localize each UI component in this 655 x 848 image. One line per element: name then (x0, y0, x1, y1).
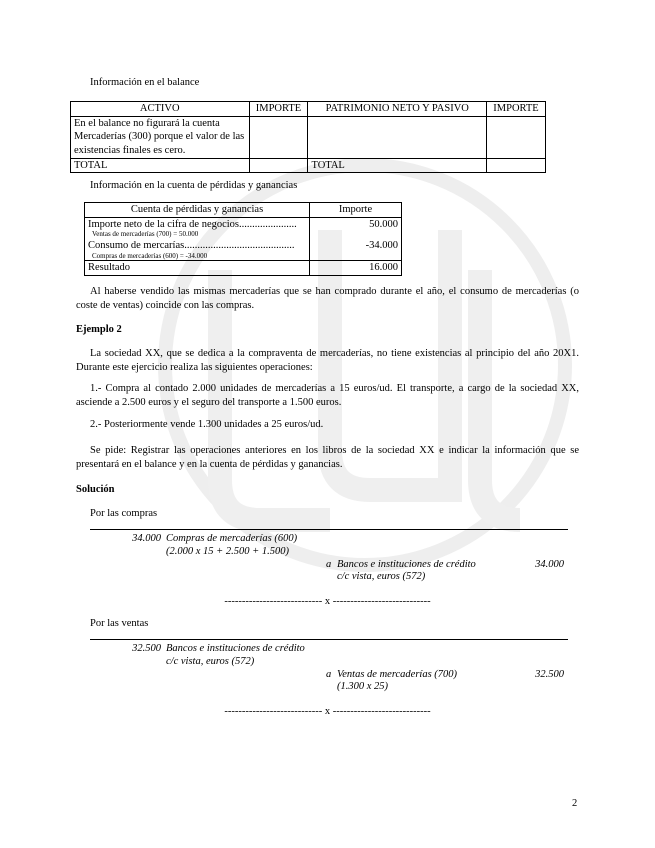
pyg-header-cuenta: Cuenta de pérdidas y ganancias (85, 203, 310, 218)
balance-cell-empty (249, 158, 308, 173)
balance-cell-empty (487, 158, 546, 173)
ventas-credit-prefix: a (326, 669, 332, 680)
compras-debit-detail: (2.000 x 15 + 2.500 + 1.500) (166, 546, 289, 557)
pyg-row-label (85, 217, 310, 239)
compras-credit-amount: 34.000 (535, 559, 564, 570)
ventas-debit-amount: 32.500 (132, 643, 161, 654)
balance-header-importe-2: IMPORTE (487, 102, 546, 117)
entry-separator: ---------------------------- x ---------------------------- (224, 706, 431, 717)
paragraph-consumo: Al haberse vendido las mismas mercaderías que se han comprado durante el año, el consumo de mercaderías (o coste de ventas) coincide con las compras. (76, 286, 579, 311)
example-title: Ejemplo 2 (76, 324, 122, 335)
entry-separator: ---------------------------- x ---------------------------- (224, 596, 431, 607)
paragraph-se-pide: Se pide: Registrar las operaciones anteriores en los libros de la sociedad XX e indicar la información que se presentará en el balance y en la cuenta de pérdidas y ganancias. (76, 445, 579, 470)
compras-credit-detail: c/c vista, euros (572) (337, 571, 426, 582)
pyg-row-value: 16.000 (310, 261, 402, 276)
balance-header-importe-1: IMPORTE (249, 102, 308, 117)
ventas-debit-detail: c/c vista, euros (572) (166, 656, 255, 667)
compras-heading: Por las compras (90, 508, 158, 519)
pyg-header-importe: Importe (310, 203, 402, 218)
pyg-row-value: 50.000 (310, 217, 402, 239)
balance-heading: Información en el balance (90, 77, 200, 88)
compras-credit-account: Bancos e instituciones de crédito (337, 559, 476, 570)
pyg-row-label (85, 239, 310, 261)
balance-cell-empty (487, 116, 546, 158)
balance-total-left: TOTAL (71, 158, 250, 173)
pyg-row-label-text: Consumo de mercarías.......................................... (88, 239, 295, 251)
pyg-row-label: Resultado (85, 261, 310, 276)
pyg-row-sub: Ventas de mercaderías (700) = 50.000 (92, 230, 199, 239)
journal-rule (90, 639, 568, 640)
pyg-row-sub: Compras de mercaderías (600) = -34.000 (92, 251, 208, 260)
pyg-table (84, 202, 402, 276)
compras-debit-amount: 34.000 (132, 533, 161, 544)
solution-title: Solución (76, 484, 115, 495)
pyg-row-label-text: Importe neto de la cifra de negocios...................... (88, 218, 297, 230)
operation-1: 1.- Compra al contado 2.000 unidades de mercaderías a 15 euros/ud. El transporte, a cargo de la sociedad XX, asciende a 2.500 euros y el seguro del transporte a 1.500 euros. (76, 383, 579, 408)
page-number: 2 (572, 798, 578, 809)
balance-table (70, 101, 546, 173)
ventas-heading: Por las ventas (90, 618, 149, 629)
paragraph-sociedad: La sociedad XX, que se dedica a la compraventa de mercaderías, no tiene existencias al principio del año 20X1. Durante este ejercicio realiza las siguientes operaciones: (76, 348, 579, 373)
balance-note: En el balance no figurará la cuenta Mercaderías (300) porque el valor de las existencias finales es cero. (71, 116, 250, 158)
balance-total-right: TOTAL (308, 158, 487, 173)
ventas-debit-account: Bancos e instituciones de crédito (166, 643, 305, 654)
ventas-credit-amount: 32.500 (535, 669, 564, 680)
pyg-row-value: -34.000 (310, 239, 402, 261)
compras-credit-prefix: a (326, 559, 332, 570)
operation-2: 2.- Posteriormente vende 1.300 unidades a 25 euros/ud. (90, 419, 324, 430)
balance-header-activo: ACTIVO (71, 102, 250, 117)
balance-cell-empty (249, 116, 308, 158)
pyg-heading: Información en la cuenta de pérdidas y ganancias (90, 180, 298, 191)
journal-rule (90, 529, 568, 530)
balance-header-patrimonio: PATRIMONIO NETO Y PASIVO (308, 102, 487, 117)
compras-debit-account: Compras de mercaderías (600) (166, 533, 298, 544)
ventas-credit-account: Ventas de mercaderías (700) (337, 669, 458, 680)
ventas-credit-detail: (1.300 x 25) (337, 681, 389, 692)
balance-cell-empty (308, 116, 487, 158)
